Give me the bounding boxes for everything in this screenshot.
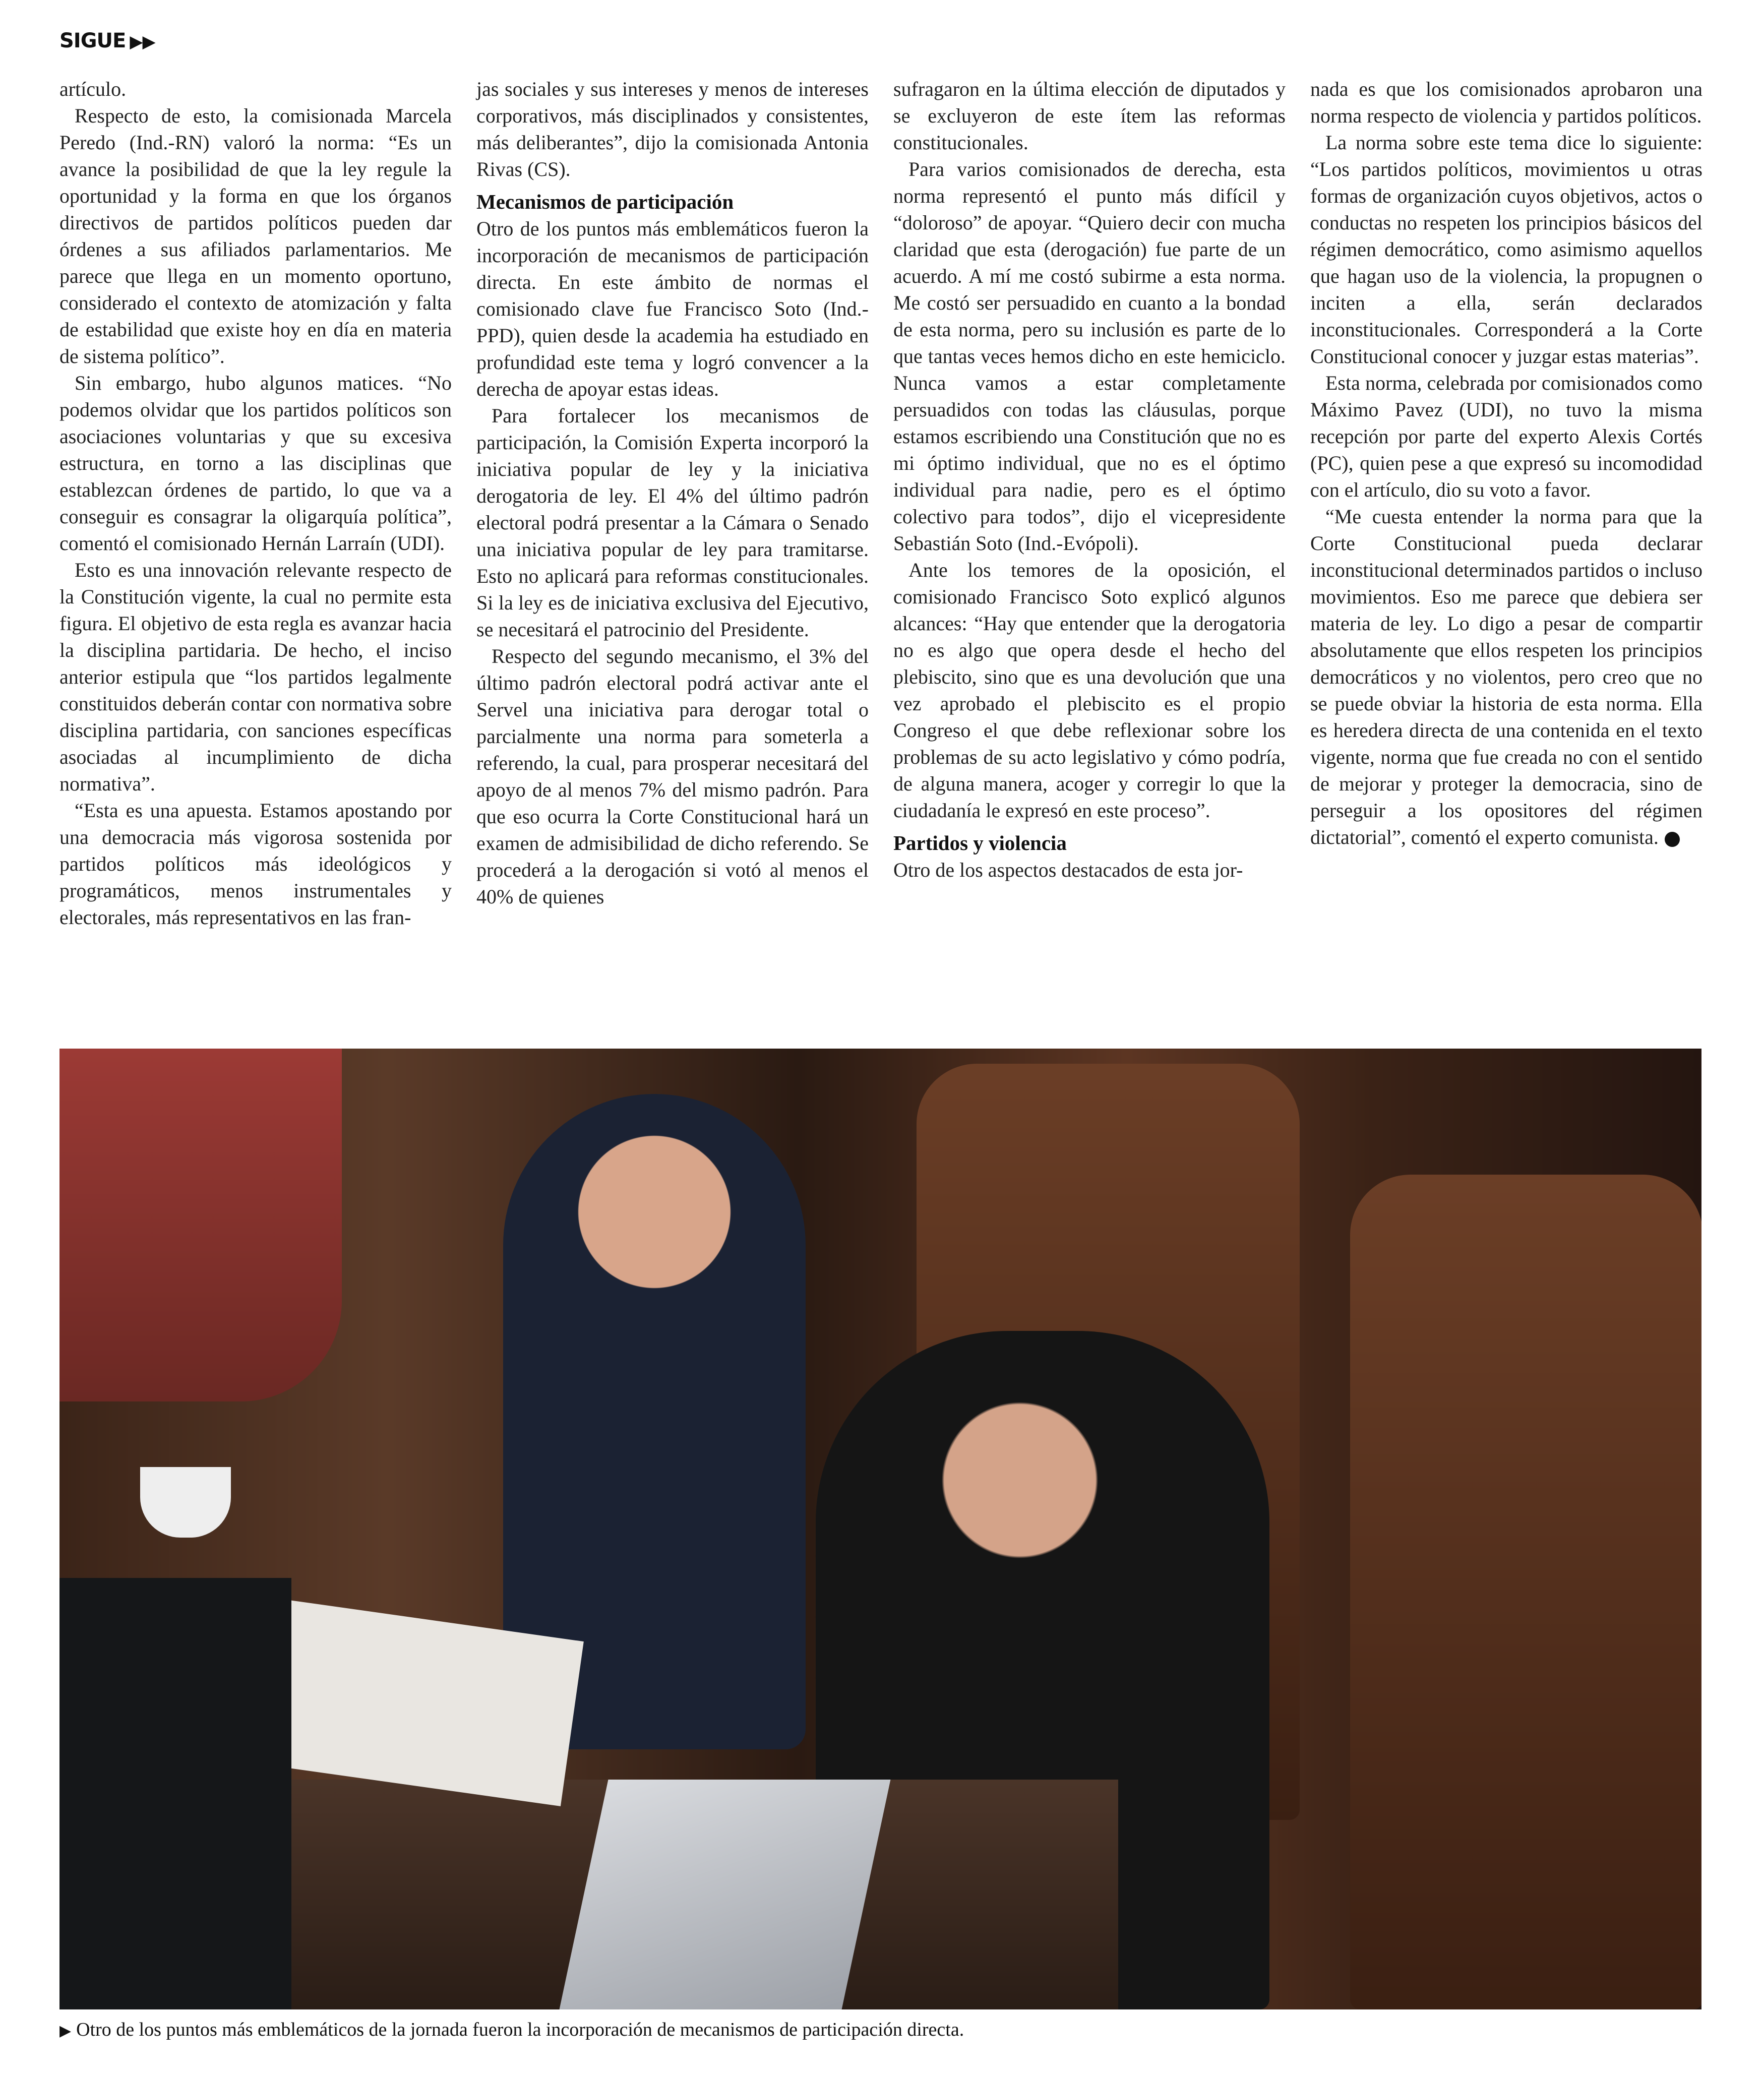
article-column-4: [1310, 76, 1702, 850]
paragraph: Esta norma, celebrada por comisionados como Máximo Pavez (UDI), no tuvo la misma recepción por parte del experto Alexis Cortés (PC), quien pese a que expresó su incomodidad con el artículo, dio su voto a favor.: [1310, 372, 1702, 501]
continue-marker: [59, 29, 155, 52]
continue-label: SIGUE: [59, 29, 126, 52]
paragraph: Respecto del segundo mecanismo, el 3% del último padrón electoral podrá activar ante el Servel una iniciativa para derogar total o parcialmente una norma para someterla a referendo, la cual, para prosperar necesitará del apoyo de al menos 7% del mismo padrón. Para que eso ocurra la Corte Constitucional hará un examen de admisibilidad de dicho referendo. Se procederá a la derogación si votó al menos el 40% de quienes: [476, 645, 869, 908]
paragraph: “Esta es una apuesta. Estamos apostando por una democracia más vigorosa sostenida por partidos políticos más ideológicos y programáticos, menos instrumentales y electorales, más representativos en las fran-: [59, 799, 452, 929]
caption-text: Otro de los puntos más emblemáticos de la jornada fueron la incorporación de mecanismos de participación directa.: [76, 2019, 964, 2040]
chair: [1350, 1175, 1701, 2009]
paragraph-text: “Me cuesta entender la norma para que la Corte Constitucional pueda declarar inconstitucional determinados partidos o incluso movimientos. Eso me parece que debiera ser materia de ley. Lo digo a pesar de compartir absolutamente que ellos respeten los principios democráticos y no violentos, pero creo que no se puede obviar la historia de esta norma. Ella es heredera directa de una contenida en el texto vigente, norma que fue creada no con el sentido de mejorar y proteger la democracia, sino de perseguir a los opositores del régimen dictatorial”, comentó el experto comunista.: [1310, 505, 1702, 848]
subheading: Partidos y violencia: [893, 831, 1067, 855]
paragraph: La norma sobre este tema dice lo siguiente: “Los partidos políticos, movimientos u otras formas de organización cuyos objetivos, actos o conductas no respeten los principios básicos del régimen democrático, como asimismo aquellos que hagan uso de la violencia, la propugnen o inciten a ella, serán declarados inconstitucionales. Corresponderá a la Corte Constitucional conocer y juzgar estas materias”.: [1310, 131, 1702, 368]
paragraph: Esto es una innovación relevante respecto de la Constitución vigente, la cual no permite esta figura. El objetivo de esta regla es avanzar hacia la disciplina partidaria. De hecho, el inciso anterior estipula que “los partidos legalmente constituidos deberán contar con normativa sobre disciplina partidaria, con sanciones específicas asociadas al incumplimiento de dicha normativa”.: [59, 559, 452, 795]
caption-arrow-icon: ▶: [59, 2022, 72, 2040]
paragraph: Para varios comisionados de derecha, esta norma representó el punto más difícil y “doloroso” de apoyar. “Quiero decir con mucha claridad que esta (derogación) fue parte de un acuerdo. A mí me costó subirme a esta norma. Me costó ser persuadido en cuanto a la bondad de esta norma, pero su inclusión es parte de lo que tantas veces hemos dicho en este hemiciclo. Nunca vamos a estar completamente persuadidos con todas las cláusulas, porque estamos escribiendo una Constitución que no es mi óptimo individual, que no es el óptimo individual para nadie, pero es el óptimo colectivo para todos”, dijo el vicepresidente Sebastián Soto (Ind.-Evópoli).: [893, 158, 1286, 555]
paragraph: [1310, 503, 1702, 850]
photo-caption: [59, 2019, 964, 2041]
article-column-1: [59, 76, 452, 931]
subheading: Mecanismos de participación: [476, 190, 734, 213]
paragraph: nada es que los comisionados aprobaron una norma respecto de violencia y partidos políticos.: [1310, 78, 1702, 127]
paragraph: sufragaron en la última elección de diputados y se excluyeron de este ítem las reformas constitucionales.: [893, 78, 1286, 154]
end-of-article-icon: [1665, 832, 1680, 847]
article-column-3: [893, 76, 1286, 883]
monitor: [59, 1578, 291, 2009]
paragraph: Sin embargo, hubo algunos matices. “No podemos olvidar que los partidos políticos son asociaciones voluntarias y que su excesiva estructura, en torno a las disciplinas que establezcan órdenes de partido, lo que va a conseguir es consagrar la oligarquía política”, comentó el comisionado Hernán Larraín (UDI).: [59, 372, 452, 555]
paragraph: Para fortalecer los mecanismos de participación, la Comisión Experta incorporó la iniciativa popular de ley y la iniciativa derogatoria de ley. El 4% del último padrón electoral podrá presentar a la Cámara o Senado una iniciativa popular de ley para tramitarse. Esto no aplicará para reformas constitucionales. Si la ley es de iniciativa exclusiva del Ejecutivo, se necesitará el patrocinio del Presidente.: [476, 404, 869, 641]
paragraph: Otro de los aspectos destacados de esta jor-: [893, 859, 1243, 881]
article-column-2: [476, 76, 869, 910]
article-photo: [59, 1049, 1701, 2009]
laptop: [560, 1780, 891, 2009]
paragraph: Respecto de esto, la comisionada Marcela Peredo (Ind.-RN) valoró la norma: “Es un avance la posibilidad de que la ley regule la oportunidad y la forma en que los órganos directivos de partidos políticos pueden dar órdenes a sus afiliados parlamentarios. Me parece que llega en un momento oportuno, considerado el contexto de atomización y falta de estabilidad que existe hoy en día en materia de sistema político”.: [59, 104, 452, 368]
paragraph: jas sociales y sus intereses y menos de intereses corporativos, más disciplinados y consistentes, más deliberantes”, dijo la comisionada Antonia Rivas (CS).: [476, 78, 869, 180]
double-arrow-right-icon: ▶▶: [130, 32, 155, 52]
background-person: [59, 1049, 342, 1401]
paragraph: artículo.: [59, 78, 127, 100]
coffee-cup: [140, 1467, 231, 1538]
paragraph: Ante los temores de la oposición, el comisionado Francisco Soto explicó algunos alcances: “Hay que entender que la derogatoria no es algo que opera desde el hecho del plebiscito, sino que es una devolución que una vez aprobado el plebiscito es el propio Congreso el que debe reflexionar sobre los problemas de su acto legislativo y cómo podría, de alguna manera, acoger y corregir lo que la ciudadanía le expresó en este proceso”.: [893, 559, 1286, 822]
paragraph: Otro de los puntos más emblemáticos fueron la incorporación de mecanismos de participación directa. En este ámbito de normas el comisionado clave fue Francisco Soto (Ind.-PPD), quien desde la academia ha estudiado en profundidad este tema y logró convencer a la derecha de apoyar estas ideas.: [476, 217, 869, 400]
